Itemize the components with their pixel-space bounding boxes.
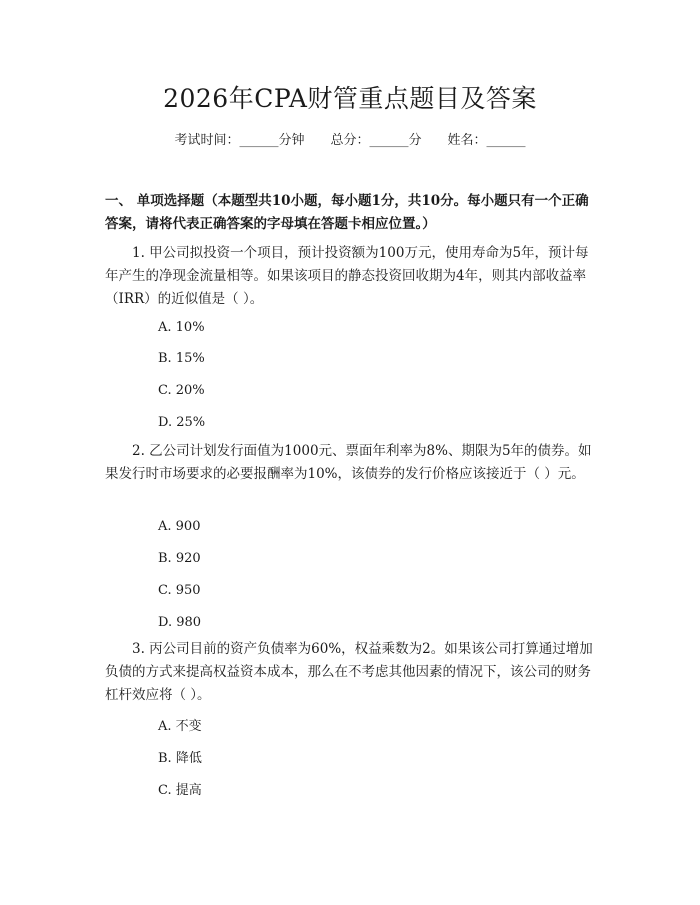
question-2: 2. 乙公司计划发行面值为1000元、票面年利率为8%、期限为5年的债券。如果发行时市场要求的必要报酬率为10%，该债券的发行价格应该接近于（ ）元。 bbox=[105, 443, 592, 482]
total-score-unit: 分 bbox=[408, 133, 422, 148]
question-2-option-b: B. 920 bbox=[158, 551, 201, 566]
exam-time-unit: 分钟 bbox=[278, 133, 305, 148]
question-2-option-a: A. 900 bbox=[158, 519, 201, 534]
question-1-option-d: D. 25% bbox=[158, 415, 206, 430]
question-1: 1. 甲公司拟投资一个项目，预计投资额为100万元，使用寿命为5年，预计每年产生的净现金流量相等。如果该项目的静态投资回收期为4年，则其内部收益率（IRR）的近似值是（ ）。 bbox=[105, 245, 589, 307]
total-score-label: 总分： bbox=[330, 133, 370, 148]
name-blank: ______ bbox=[486, 133, 526, 148]
question-1-option-c: C. 20% bbox=[158, 383, 205, 398]
question-3-option-b: B. 降低 bbox=[158, 751, 202, 766]
question-1-option-b: B. 15% bbox=[158, 351, 205, 366]
exam-time-blank: ______ bbox=[239, 133, 279, 148]
total-score-blank: ______ bbox=[369, 133, 409, 148]
question-3-option-c: C. 提高 bbox=[158, 783, 202, 798]
question-3: 3. 丙公司目前的资产负债率为60%，权益乘数为2。如果该公司打算通过增加负债的方式来提高权益资本成本，那么在不考虑其他因素的情况下，该公司的财务杠杆效应将（ ）。 bbox=[105, 641, 593, 703]
section-header: 一、 单项选择题（本题型共10小题，每小题1分，共10分。每小题只有一个正确答案，请将代表正确答案的字母填在答题卡相应位置。） bbox=[105, 193, 589, 232]
exam-time-label: 考试时间： bbox=[174, 133, 240, 148]
name-label: 姓名： bbox=[447, 133, 487, 148]
question-3-option-a: A. 不变 bbox=[158, 719, 202, 734]
exam-info-line bbox=[0, 132, 700, 150]
question-2-option-c: C. 950 bbox=[158, 583, 201, 598]
question-1-option-a: A. 10% bbox=[158, 320, 205, 335]
document-title: 2026年CPA财管重点题目及答案 bbox=[163, 84, 537, 113]
question-2-option-d: D. 980 bbox=[158, 615, 202, 630]
